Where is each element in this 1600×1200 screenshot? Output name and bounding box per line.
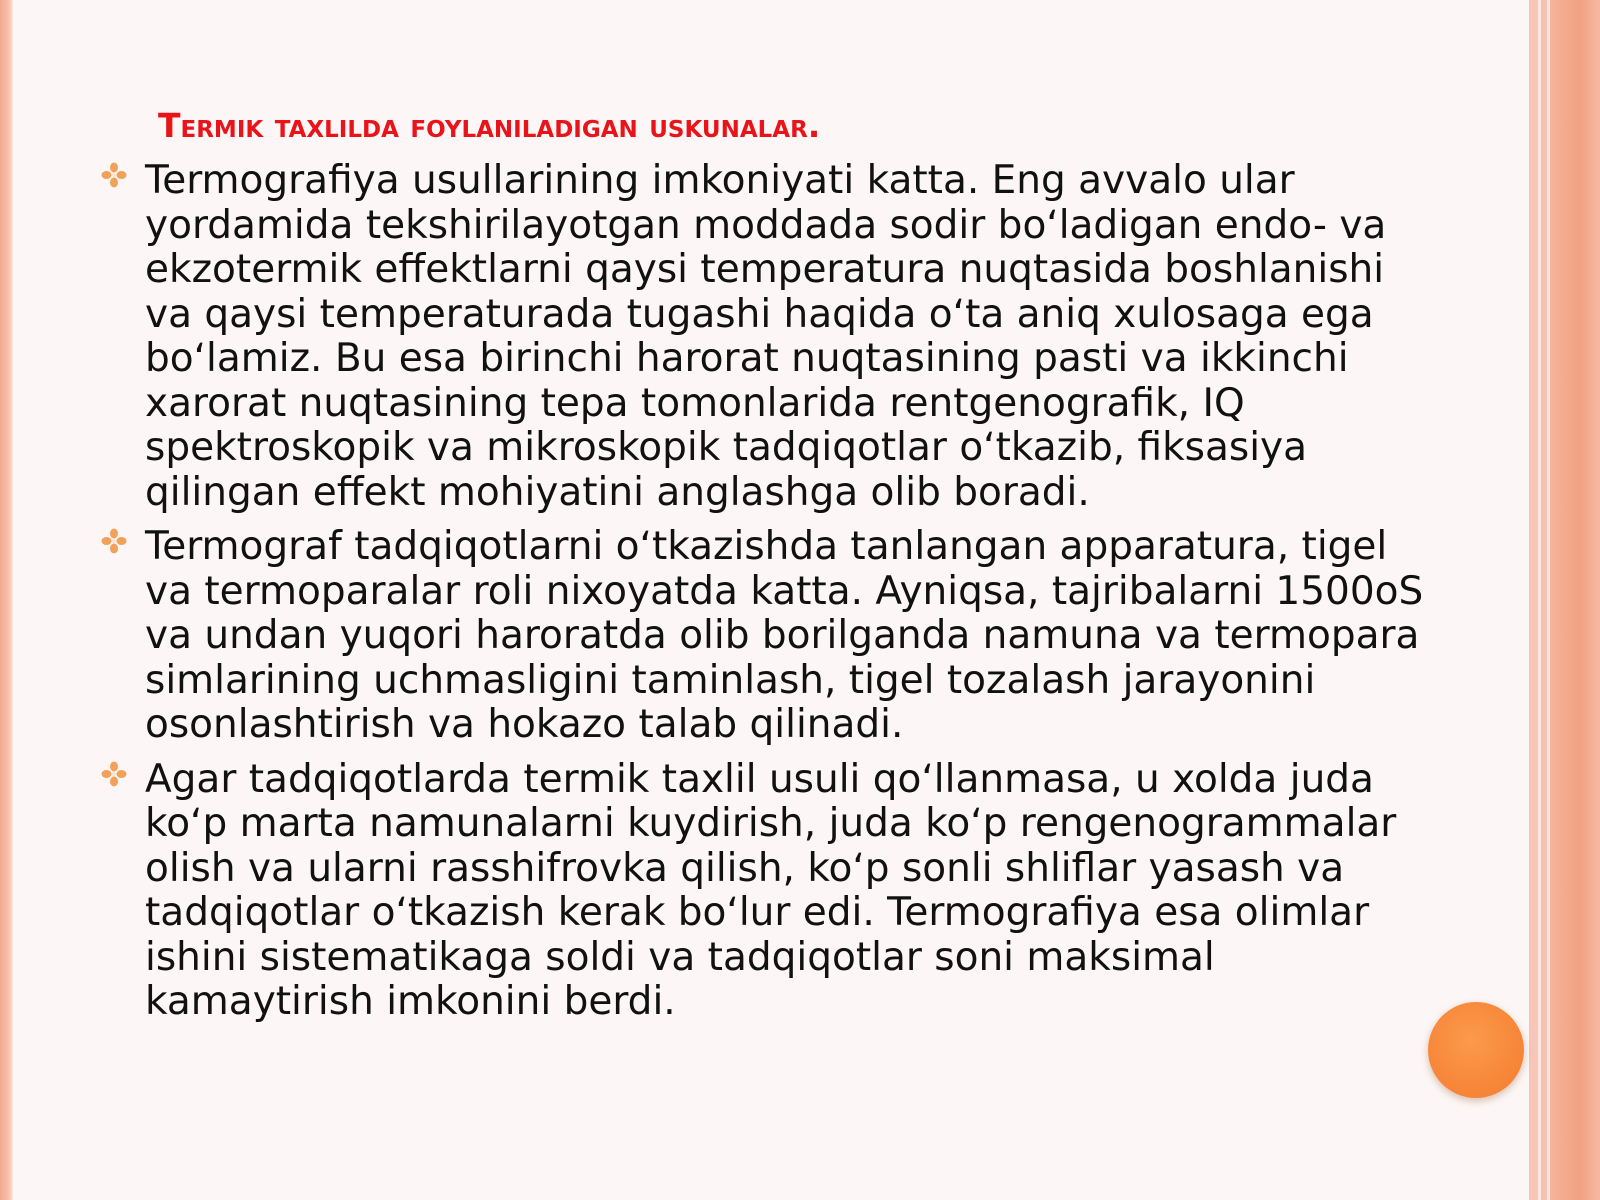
four-petal-bullet-icon	[98, 758, 130, 790]
bullet-item	[98, 159, 1438, 515]
four-petal-bullet-icon	[98, 525, 130, 557]
right-decorative-band	[1550, 0, 1600, 1200]
left-decorative-bar	[0, 0, 13, 1200]
bullet-list	[98, 159, 1438, 1035]
bullet-text: Agar tadqiqotlarda termik taxlil usuli qo‘llanmasa, u xolda juda ko‘p marta namunalarni kuydirish, juda ko‘p rengenogrammalar olish va ularni rasshifrovka qilish, ko‘p sonli shliflar yasash va tadqiqotlar o‘tkazish kerak bo‘lur edi. Termografiya esa olimlar ishini sistematikaga soldi va tadqiqotlar soni maksimal kamaytirish imkonini berdi.	[145, 756, 1397, 1024]
right-decorative-stripe	[1529, 0, 1538, 1200]
bullet-text: Termografiya usullarining imkoniyati katta. Eng avvalo ular yordamida tekshirilayotgan moddada sodir bo‘ladigan endo- va ekzotermik effektlarni qaysi temperatura nuqtasida boshlanishi va qaysi temperaturada tugashi haqida o‘ta aniq xulosaga ega bo‘lamiz. Bu esa birinchi harorat nuqtasining pasti va ikkinchi xarorat nuqtasining tepa tomonlarida rentgenografik, IQ spektroskopik va mikroskopik tadqiqotlar o‘tkazib, fiksasiya qilingan effekt mohiyatini anglashga olib boradi.	[145, 158, 1387, 515]
slide-title: Termik taxlilda foylaniladigan uskunalar.	[158, 106, 821, 145]
four-petal-bullet-icon	[98, 159, 130, 191]
orange-circle-decoration	[1428, 1002, 1524, 1098]
bullet-text: Termograf tadqiqotlarni o‘tkazishda tanlangan apparatura, tigel va termoparalar roli nixoyatda katta. Ayniqsa, tajribalarni 1500oS va undan yuqori haroratda olib borilganda namuna va termopara simlarining uchmasligini taminlash, tigel tozalash jarayonini osonlashtirish va hokazo talab qilinadi.	[145, 524, 1424, 747]
bullet-item	[98, 525, 1438, 748]
bullet-item	[98, 758, 1438, 1025]
